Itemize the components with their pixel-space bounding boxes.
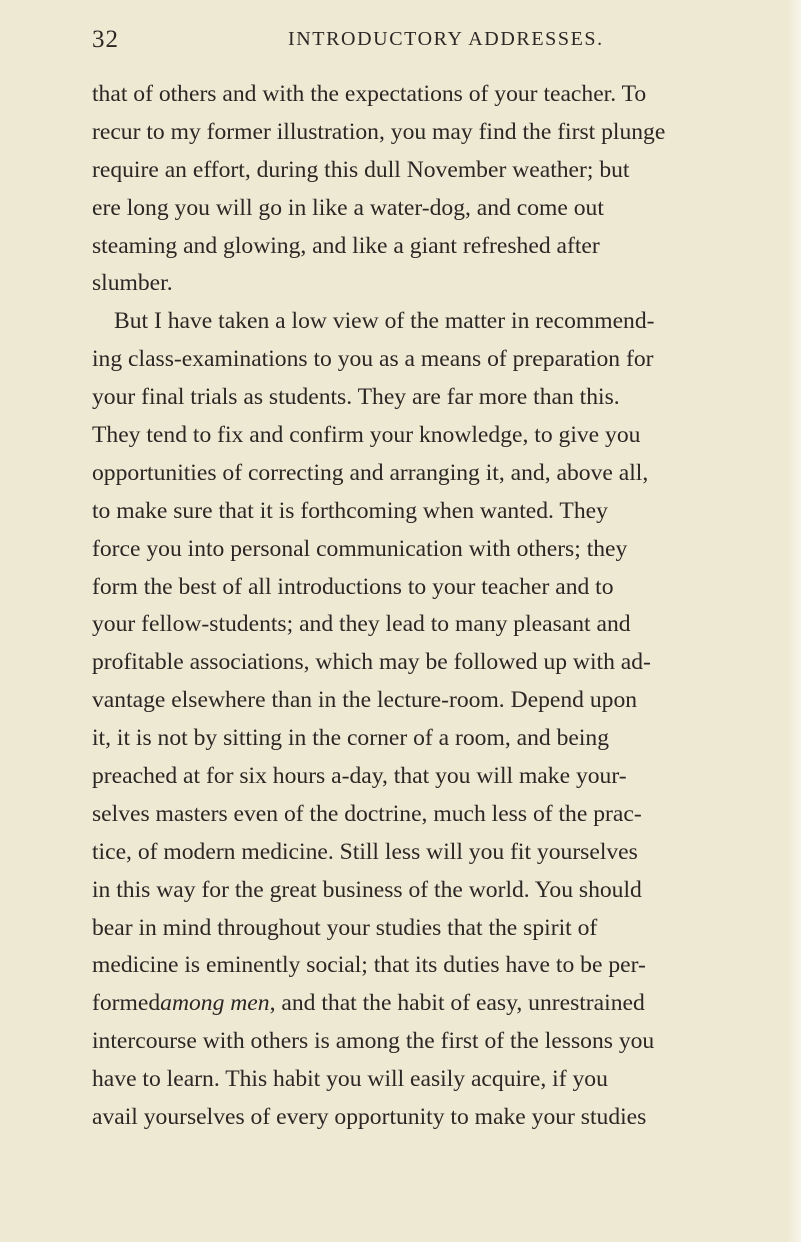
line-text: But I have taken a low view of the matter in recommend- (114, 308, 655, 335)
text-line (92, 606, 767, 644)
text-line (92, 569, 767, 607)
text-line (92, 758, 767, 796)
line-text: form the best of all introductions to your teacher and to (92, 573, 614, 600)
text-line-with-italic (92, 985, 767, 1023)
text-line (92, 1099, 767, 1137)
line-text: to make sure that it is forthcoming when wanted. They (92, 497, 608, 524)
text-line (92, 531, 767, 569)
line-text: medicine is eminently social; that its duties have to be per- (92, 952, 646, 979)
italic-phrase: among men (160, 990, 270, 1017)
text-line (92, 417, 767, 455)
text-line (92, 947, 767, 985)
page-edge (787, 0, 801, 1242)
text-line (92, 303, 767, 341)
line-text: vantage elsewhere than in the lecture-room. Depend upon (92, 687, 638, 714)
line-text: ere long you will go in like a water-dog, and come out (92, 194, 604, 221)
line-text: your fellow-students; and they lead to many pleasant and (92, 611, 631, 638)
line-text: avail yourselves of every opportunity to make your studies (92, 1104, 647, 1131)
text-line (92, 152, 767, 190)
line-text: your final trials as students. They are far more than this. (92, 384, 620, 411)
line-text: selves masters even of the doctrine, much less of the prac- (92, 800, 642, 827)
line-text: preached at for six hours a-day, that you will make your- (92, 763, 627, 790)
running-head (92, 26, 767, 62)
line-text: steaming and glowing, and like a giant refreshed after (92, 232, 600, 259)
text-line (92, 834, 767, 872)
text-line (92, 341, 767, 379)
line-text-before: formed (92, 990, 161, 1017)
line-text: bear in mind throughout your studies that the spirit of (92, 914, 598, 941)
text-line (92, 796, 767, 834)
text-line (92, 114, 767, 152)
line-text: in this way for the great business of the world. You should (92, 876, 642, 903)
line-text: They tend to fix and confirm your knowledge, to give you (92, 422, 641, 449)
text-line (92, 228, 767, 266)
text-line (92, 190, 767, 228)
text-line (92, 265, 767, 303)
text-line (92, 720, 767, 758)
line-text: require an effort, during this dull November weather; but (92, 156, 630, 183)
body-text (92, 76, 767, 1137)
text-line (92, 455, 767, 493)
text-line (92, 1061, 767, 1099)
text-line (92, 644, 767, 682)
line-text-after: , and that the habit of easy, unrestrained (269, 990, 645, 1017)
line-text: ing class-examinations to you as a means of preparation for (92, 346, 654, 373)
line-text: force you into personal communication with others; they (92, 535, 628, 562)
text-line (92, 379, 767, 417)
line-segment (92, 985, 645, 1023)
page-number: 32 (92, 26, 119, 53)
text-line (92, 872, 767, 910)
line-text: tice, of modern medicine. Still less will you fit yourselves (92, 838, 638, 865)
text-line (92, 493, 767, 531)
text-line (92, 910, 767, 948)
running-title: INTRODUCTORY ADDRESSES. (288, 28, 604, 50)
line-text: intercourse with others is among the first of the lessons you (92, 1028, 655, 1055)
text-line (92, 682, 767, 720)
line-text: have to learn. This habit you will easily acquire, if you (92, 1066, 608, 1093)
line-text: it, it is not by sitting in the corner of a room, and being (92, 725, 610, 752)
text-line (92, 1023, 767, 1061)
line-text: slumber. (92, 270, 173, 297)
line-text: recur to my former illustration, you may find the first plunge (92, 118, 666, 145)
line-text: profitable associations, which may be followed up with ad- (92, 649, 651, 676)
text-line (92, 76, 767, 114)
line-text: opportunities of correcting and arranging it, and, above all, (92, 459, 649, 486)
line-text: that of others and with the expectations of your teacher. To (92, 81, 647, 107)
